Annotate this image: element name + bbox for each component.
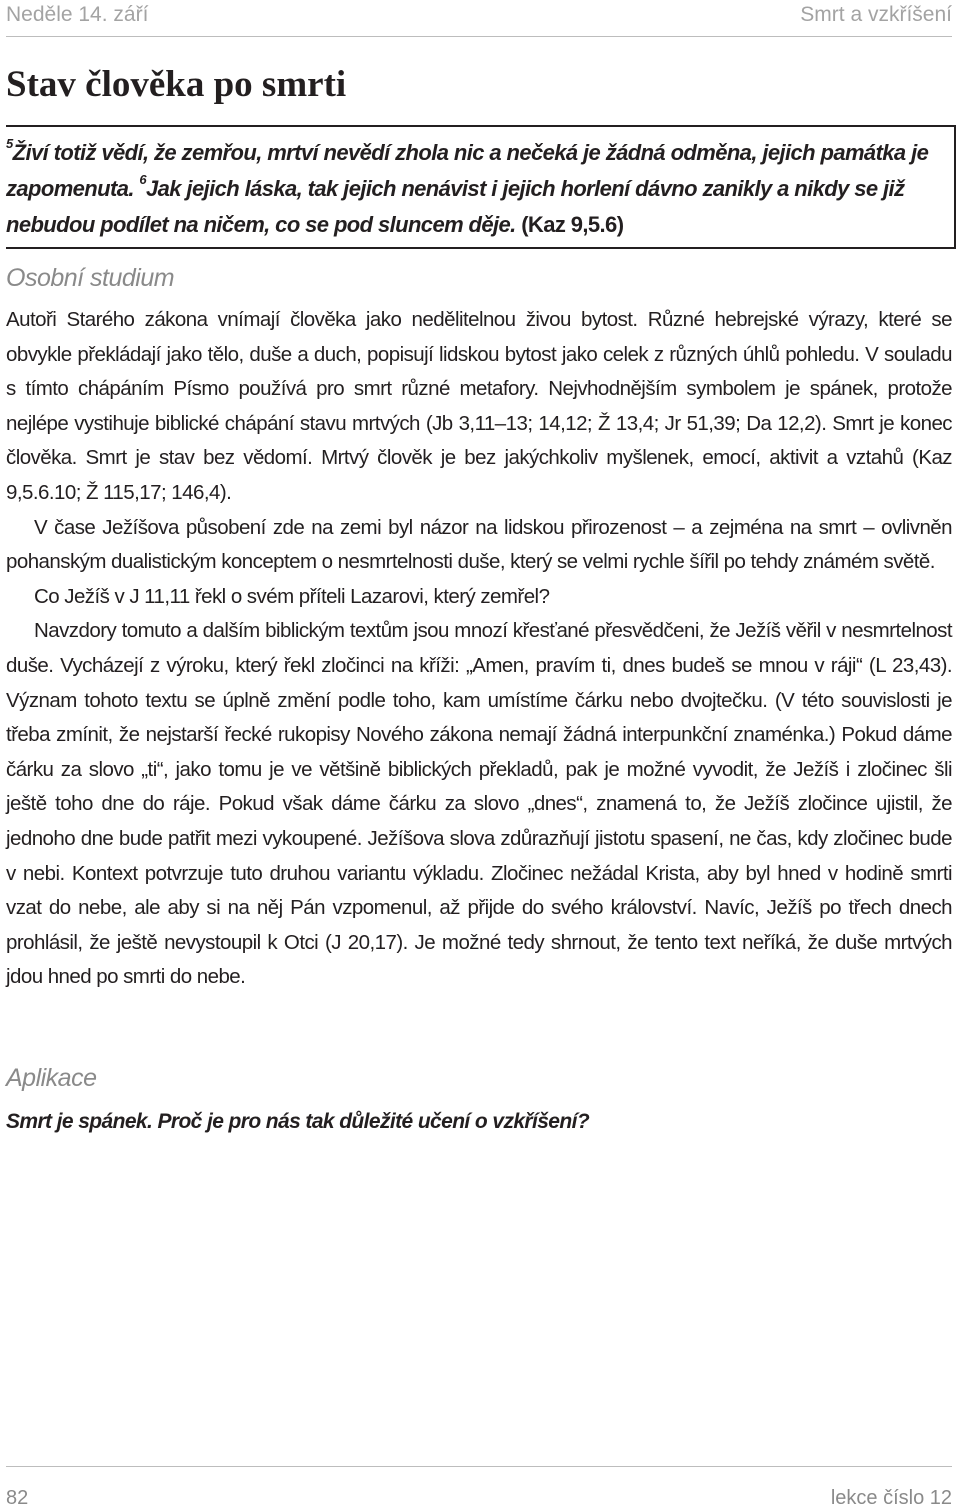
study-paragraph-1: Autoři Starého zákona vnímají člověka jako nedělitelnou živou bytost. Různé hebrejské výrazy, které se obvykle překládají jako tělo, duše a duch, popisují lidskou bytost jako celek z různých úhlů pohledu. V souladu s tímto chápáním Písmo používá pro smrt různé metafory. Nejvhodnějším symbolem je spánek, protože nejlépe vystihuje biblické chápání stavu mrtvých (Jb 3,11–13; 14,12; Ž 13,4; Jr 51,39; Da 12,2). Smrt je konec člověka. Smrt je stav bez vědomí. Mrtvý člověk je bez jakýchkoliv myšlenek, emocí, aktivit a vztahů (Kaz 9,5.6.10; Ž 115,17; 146,4). [6, 308, 952, 504]
section-heading-study: Osobní studium [6, 264, 175, 292]
application-question: Smrt je spánek. Proč je pro nás tak důležité učení o vzkříšení? [6, 1110, 590, 1133]
page-number: 82 [6, 1487, 29, 1509]
verse-5-text: Živí totiž vědí, že zemřou, mrtví nevědí zhola nic a nečeká je žádná odměna, jejich památka je zapomenuta. [6, 140, 929, 201]
page-header [6, 0, 952, 37]
lesson-number: lekce číslo 12 [830, 1487, 952, 1509]
study-question: Co Ježíš v J 11,11 řekl o svém příteli Lazarovi, který zemřel? [34, 584, 550, 608]
header-topic: Smrt a vzkříšení [800, 3, 952, 26]
verse-6-text: Jak jejich láska, tak jejich nenávist i jejich horlení dávno zanikly a nikdy se již nebudou podílet na ničem, co se pod sluncem děje. [6, 176, 905, 237]
section-heading-application: Aplikace [6, 1064, 97, 1092]
study-paragraph-3: Navzdory tomuto a dalším biblickým textům jsou mnozí křesťané přesvědčeni, že Ježíš věřil v nesmrtelnost duše. Vycházejí z výroku, který řekl zločinci na kříži: „Amen, pravím ti, dnes budeš se mnou v ráji“ (L 23,43). Význam tohoto textu se úplně změní podle toho, kam umístíme čárku nebo dvojtečku. (V této souvislosti je třeba zmínit, že nejstarší řecké rukopisy Nového zákona nemají žádná interpunkční znaménka.) Pokud dáme čárku za slovo „ti“, jako tomu je ve většině biblických překladů, pak je možné vyvodit, že Ježíš i zločinec šli ještě toho dne do ráje. Pokud však dáme čárku za slovo „dnes“, znamená to, že Ježíš zločince ujistil, že jednoho dne bude patřit mezi vykoupené. Ježíšova slova zdůrazňují jistotu spasení, ne čas, kdy zločinec bude v nebi. Kontext potvrzuje tuto druhou variantu výkladu. Zločinec nežádal Krista, aby byl hned v hodině smrti vzat do nebe, ale aby si na něj Pán vzpomenul, až přijde do svého království. Navíc, Ježíš po třech dnech prohlásil, že ještě nevystoupil k Otci (J 20,17). Je možné tedy shrnout, že tento text neříká, že duše mrtvých jdou hned po smrti do nebe. [6, 619, 952, 989]
verse-number-5: 5 [6, 136, 13, 151]
bible-verse-box [6, 125, 956, 249]
page-title: Stav člověka po smrti [6, 64, 347, 105]
study-paragraph-2: V čase Ježíšova působení zde na zemi byl názor na lidskou přirozenost – a zejména na smrt – ovlivněn pohanským dualistickým konceptem o nesmrtelnosti duše, který se velmi rychle šířil po tehdy známém světě. [6, 515, 952, 574]
study-body [6, 303, 952, 995]
verse-reference: (Kaz 9,5.6) [521, 212, 624, 237]
verse-number-6: 6 [139, 172, 147, 187]
header-date: Neděle 14. září [6, 3, 149, 26]
page-footer [6, 1466, 952, 1511]
